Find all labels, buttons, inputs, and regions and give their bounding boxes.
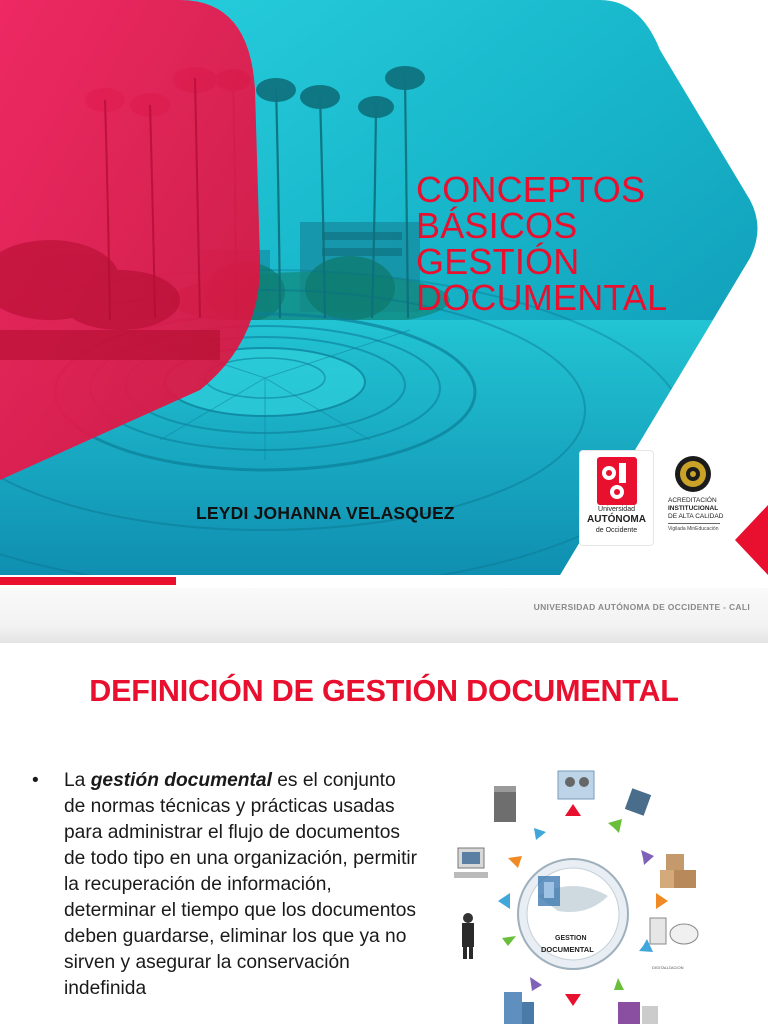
document-management-diagram bbox=[438, 766, 728, 1024]
bullet-emphasis: gestión documental bbox=[90, 770, 272, 791]
accreditation-line-3: DE ALTA CALIDAD bbox=[668, 513, 724, 520]
author-name: LEYDI JOHANNA VELASQUEZ bbox=[196, 503, 455, 523]
computer-icon bbox=[454, 848, 488, 878]
users-icon bbox=[558, 771, 594, 799]
building-icon bbox=[504, 992, 534, 1024]
university-logo bbox=[579, 450, 654, 546]
uao-logo-icon bbox=[597, 457, 637, 505]
accreditation-seal-icon bbox=[674, 455, 712, 493]
scanner-icon bbox=[650, 918, 698, 944]
content-slide-title: DEFINICIÓN DE GESTIÓN DOCUMENTAL bbox=[89, 674, 679, 708]
accreditation-line-2: INSTITUCIONAL bbox=[668, 505, 719, 512]
solar-panel-icon bbox=[625, 788, 651, 816]
slide-title bbox=[416, 169, 756, 318]
accreditation-line-4: Vigilada MinEducación bbox=[668, 526, 719, 532]
slide-header-bar bbox=[0, 588, 768, 643]
uao-logo-line-3: de Occidente bbox=[595, 527, 638, 534]
content-slide bbox=[0, 588, 768, 1024]
diagram-center-label-1: GESTION bbox=[555, 935, 587, 942]
uao-logo-line-2: AUTÓNOMA bbox=[587, 514, 646, 525]
bullet-item bbox=[64, 768, 422, 1002]
server-icon bbox=[494, 786, 516, 822]
bullet-rest: es el conjunto de normas técnicas y prácticas usadas para administrar el flujo de documentos de todo tipo en una organización, permitir la recuperación de información, determinar el tiempo que los documentos deben guardarse, eliminar los que ya no sirven y asegurar la conservación indefinida bbox=[64, 770, 418, 999]
slide-title-line-2: BÁSICOS bbox=[416, 205, 578, 246]
person-icon bbox=[462, 913, 474, 959]
slide-title-line-4: DOCUMENTAL bbox=[416, 277, 668, 318]
slide-title-line-3: GESTIÓN bbox=[416, 241, 580, 282]
diagram-center-label-2: DOCUMENTAL bbox=[541, 945, 594, 954]
accreditation-line-1: ACREDITACIÓN bbox=[668, 497, 717, 504]
slide-title-line-1: CONCEPTOS bbox=[416, 169, 646, 210]
bullet-prefix: La bbox=[64, 770, 91, 791]
accreditation-logo bbox=[668, 450, 728, 546]
accreditation-divider bbox=[668, 523, 720, 524]
uao-logo-line-1: Universidad bbox=[598, 506, 635, 513]
printer-icon bbox=[618, 1002, 658, 1024]
boxes-icon bbox=[660, 854, 696, 888]
diagram-small-label: DIGITALIZACION bbox=[652, 965, 684, 970]
university-name-header: UNIVERSIDAD AUTÓNOMA DE OCCIDENTE - CALI bbox=[533, 602, 750, 612]
bullet-dot: • bbox=[32, 770, 39, 791]
